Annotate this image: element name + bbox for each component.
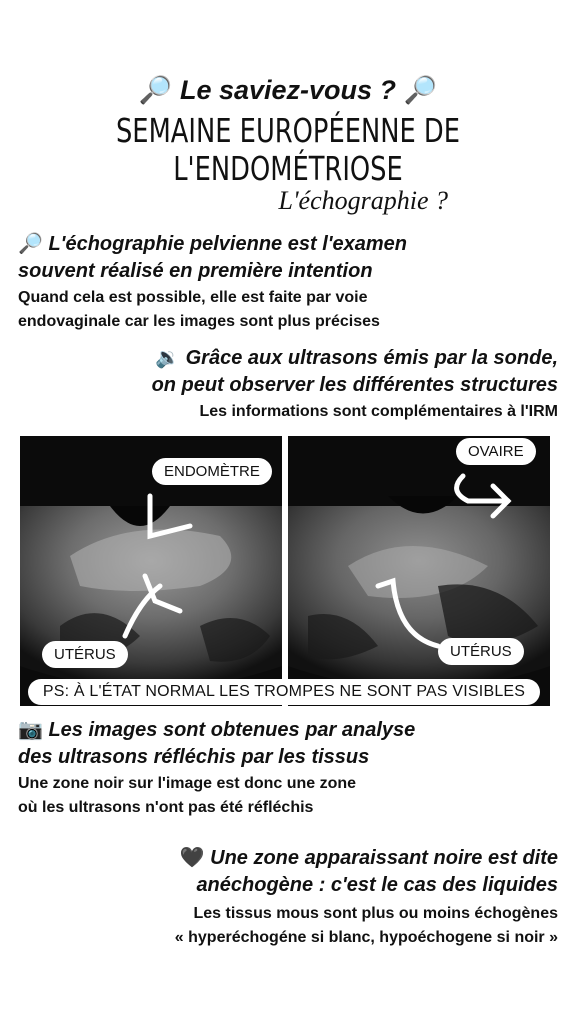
- section3-heading: [18, 716, 415, 771]
- section3-text: [18, 772, 356, 820]
- subtitle-line-1: SEMAINE EUROPÉENNE DE: [115, 111, 461, 150]
- camera-icon: 📷: [18, 717, 43, 741]
- magnifier-icon: 🔎: [138, 75, 173, 106]
- speaker-icon: 🔉: [155, 345, 181, 369]
- magnifier-icon: 🔎: [18, 231, 43, 255]
- section2-line2: on peut observer les différentes structures: [151, 374, 558, 396]
- section3-text1: Une zone noir sur l'image est donc une zone: [18, 775, 357, 792]
- ultrasound-image-right: [288, 436, 550, 706]
- section3-line1: Les images sont obtenues par analyse: [48, 719, 416, 741]
- section4-line1: Une zone apparaissant noire est dite: [210, 847, 558, 869]
- section2-heading: [152, 344, 558, 399]
- section4-line2: anéchogène : c'est le cas des liquides: [196, 874, 558, 896]
- header-subtitle: [63, 112, 512, 188]
- section4-text2: « hyperéchogéne si blanc, hypoéchogene si noir »: [174, 929, 558, 946]
- section1-text1: Quand cela est possible, elle est faite par voie: [18, 289, 368, 306]
- label-uterus-right: UTÉRUS: [438, 638, 524, 665]
- ultrasound-scan-right: [288, 436, 550, 706]
- section2-text1: Les informations sont complémentaires à l'IRM: [199, 403, 558, 420]
- section2-line1: Grâce aux ultrasons émis par la sonde,: [185, 347, 558, 369]
- header-topic: L'échographie ?: [278, 186, 448, 215]
- header-title: Le saviez-vous ?: [179, 75, 397, 105]
- label-endometre: ENDOMÈTRE: [152, 458, 272, 485]
- section4-heading: [180, 844, 558, 899]
- black-heart-icon: 🖤: [179, 845, 205, 869]
- label-uterus-left: UTÉRUS: [42, 641, 128, 668]
- subtitle-line-2: L'ENDOMÉTRIOSE: [173, 149, 403, 188]
- section1-line2: souvent réalisé en première intention: [18, 260, 373, 282]
- section4-text1: Les tissus mous sont plus ou moins échogènes: [193, 905, 558, 922]
- images-note: PS: À L'ÉTAT NORMAL LES TROMPES NE SONT PAS VISIBLES: [28, 679, 540, 705]
- section1-text2: endovaginale car les images sont plus précises: [18, 313, 380, 330]
- section3-line2: des ultrasons réfléchis par les tissus: [18, 746, 370, 768]
- section3-text2: où les ultrasons n'ont pas été réfléchis: [18, 799, 314, 816]
- label-ovaire: OVAIRE: [456, 438, 536, 465]
- section1-text: [18, 286, 380, 334]
- section4-text: [175, 902, 558, 950]
- ultrasound-image-left: [20, 436, 282, 706]
- magnifier-icon: 🔎: [403, 75, 438, 106]
- header-title-row: [0, 74, 576, 106]
- section1-line1: L'échographie pelvienne est l'examen: [48, 233, 407, 255]
- section1-heading: [18, 230, 407, 285]
